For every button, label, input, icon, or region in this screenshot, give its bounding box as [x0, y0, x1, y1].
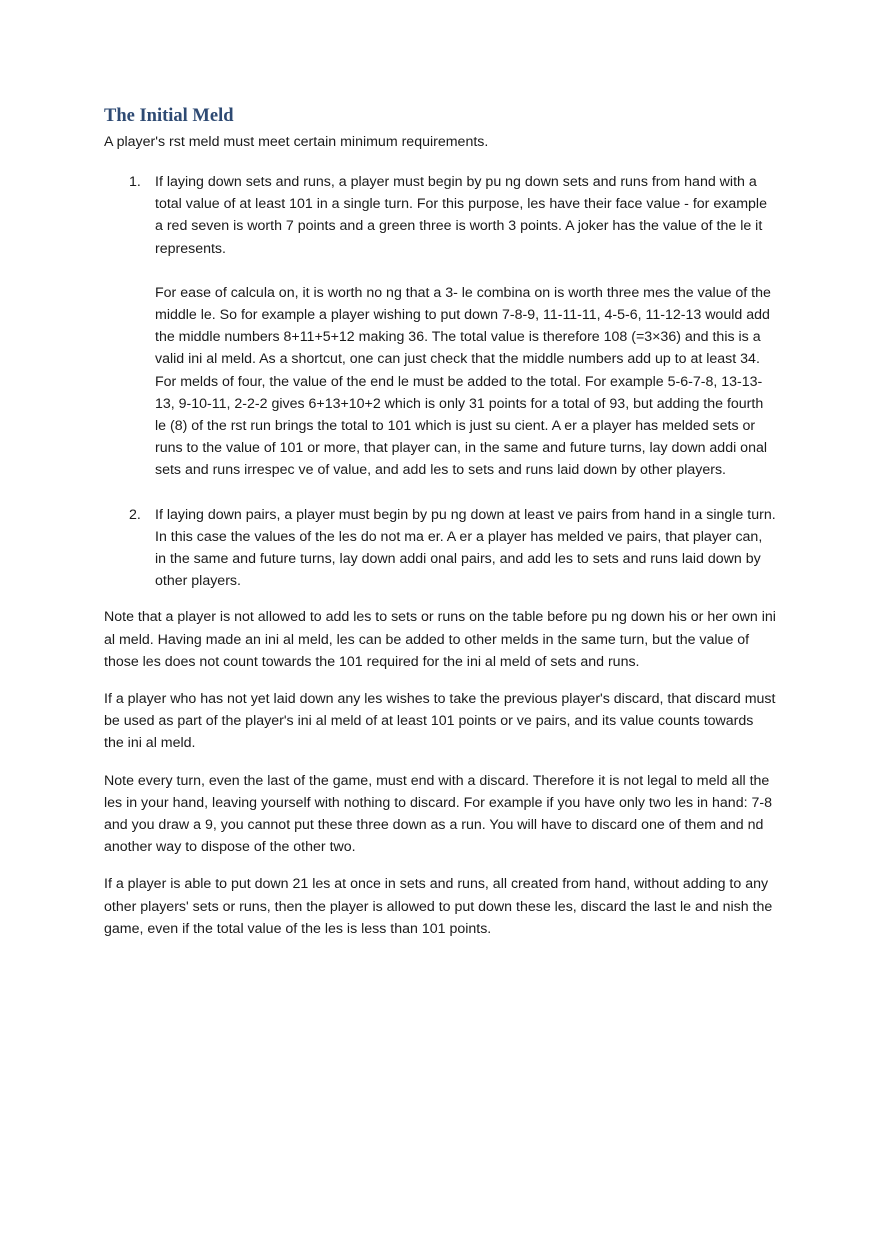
body-paragraph-4: If a player is able to put down 21 les at once in sets and runs, all created from hand, without adding to any other players' sets or runs, then the player is allowed to put down these les, discard the last le and nish the game, even if the total value of the les is less than 101 points. — [104, 876, 773, 937]
section-heading: The Initial Meld — [104, 106, 234, 126]
list-item-1 — [104, 171, 776, 482]
body-paragraph-1: Note that a player is not allowed to add les to sets or runs on the table before pu ng down his or her own ini al meld. Having made an ini al meld, les can be added to other melds in the same turn, but the value of those les does not count towards the 101 required for the ini al meld of sets and runs. — [104, 609, 776, 670]
list-item-1-paragraph-2: For ease of calcula on, it is worth no ng that a 3- le combina on is worth three mes the value of the middle le. So for example a player wishing to put down 7-8-9, 11-11-11, 4-5-6, 11-12-13 would add the middle numbers 8+11+5+12 making 36. The total value is therefore 108 (=3×36) and this is a valid ini al meld. As a shortcut, one can just check that the middle numbers add up to at least 34. For melds of four, the value of the end le must be added to the total. For example 5-6-7-8, 13-13-13, 9-10-11, 2-2-2 gives 6+13+10+2 which is only 31 points for a total of 93, but adding the fourth le (8) of the rst run brings the total to 101 which is just su cient. A er a player has melded sets or runs to the value of 101 or more, that player can, in the same and future turns, lay down addi onal sets and runs irrespec ve of value, and add les to sets and runs laid down by other players. — [155, 284, 771, 479]
list-item-2 — [104, 504, 776, 593]
body-paragraph-3: Note every turn, even the last of the game, must end with a discard. Therefore it is not legal to meld all the les in your hand, leaving yourself with nothing to discard. For example if you have only two les in hand: 7-8 and you draw a 9, you cannot put these three down as a run. You will have to discard one of them and nd another way to dispose of the other two. — [104, 772, 772, 856]
intro-paragraph: A player's rst meld must meet certain minimum requirements. — [104, 134, 489, 150]
list-number-2: 2. — [129, 506, 141, 523]
document-page — [104, 104, 776, 940]
list-number-1: 1. — [129, 174, 141, 190]
requirements-list — [104, 171, 776, 592]
body-paragraph-2: If a player who has not yet laid down any les wishes to take the previous player's discard, that discard must be used as part of the player's ini al meld of at least 101 points or ve pairs, and its value counts towards the ini al meld. — [104, 691, 776, 752]
list-item-2-paragraph-1: If laying down pairs, a player must begin by pu ng down at least ve pairs from hand in a single turn. In this case the values of the les do not ma er. A er a player has melded ve pairs, that player can, in the same and future turns, lay down addi onal pairs, and add les to sets and runs laid down by other players. — [155, 506, 776, 590]
list-item-1-paragraph-1: If laying down sets and runs, a player must begin by pu ng down sets and runs from hand with a total value of at least 101 in a single turn. For this purpose, les have their face value - for example a red seven is worth 7 points and a green three is worth 3 points. A joker has the value of the le it represents. — [155, 174, 767, 257]
